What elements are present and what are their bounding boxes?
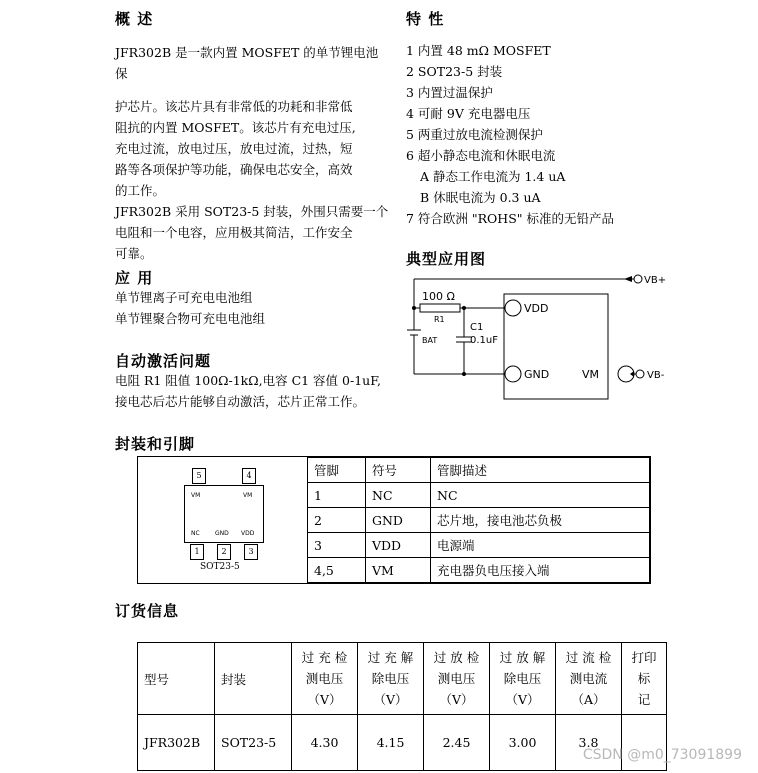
feature-item: A 静态工作电流为 1.4 uA — [420, 169, 566, 184]
pin-cell: VM — [366, 558, 431, 583]
chip-pin-2: 2 — [217, 544, 231, 560]
pin-cell: NC — [366, 483, 431, 508]
application-title: 应 用 — [115, 269, 154, 287]
table-row — [308, 533, 650, 558]
order-header-row — [138, 643, 667, 715]
table-row — [308, 483, 650, 508]
overview-line: 护芯片。该芯片具有非常低的功耗和非常低 — [115, 99, 353, 114]
auto-activate-title: 自动激活问题 — [115, 352, 212, 370]
feature-item: 1 内置 48 mΩ MOSFET — [406, 43, 551, 58]
overview-line: JFR302B 采用 SOT23-5 封装，外围只需要一个 — [115, 204, 389, 219]
overview-line: 路等各项保护等功能，确保电芯安全，高效 — [115, 162, 353, 177]
order-cell: 4.15 — [358, 715, 424, 771]
order-cell: 3.00 — [490, 715, 556, 771]
auto-activate-line: 电阻 R1 阻值 100Ω-1kΩ,电容 C1 容值 0-1uF, — [115, 373, 381, 388]
order-cell: 3.8 — [556, 715, 622, 771]
application-line: 单节锂聚合物可充电电池组 — [115, 311, 266, 326]
overview-line: 可靠。 — [115, 246, 153, 261]
bat-label: BAT — [422, 336, 438, 345]
gnd-pin-label: GND — [524, 368, 550, 381]
chip-name: SOT23-5 — [200, 562, 240, 572]
order-header-model: 型号 — [138, 643, 215, 715]
overview-line: 充电过流，放电过压，放电过流，过热，短 — [115, 141, 353, 156]
feature-item: 7 符合欧洲 "ROHS" 标准的无铅产品 — [406, 211, 614, 226]
pin-table — [307, 457, 650, 583]
application-text — [115, 287, 265, 329]
r-value-label: 100 Ω — [422, 290, 455, 303]
order-title: 订货信息 — [115, 602, 180, 620]
chip-vdd: VDD — [241, 530, 255, 537]
overview-line: 的工作。 — [115, 183, 166, 198]
pin-header-cell: 符号 — [366, 458, 431, 483]
chip-vm-right: VM — [243, 492, 253, 499]
pin-table-header — [308, 458, 650, 483]
chip-pin-4: 4 — [242, 468, 256, 484]
overview-line: 电阻和一个电容，应用极其简洁，工作安全 — [115, 225, 353, 240]
features-list — [406, 40, 736, 229]
pin-cell: 充电器负电压接入端 — [431, 558, 650, 583]
pin-cell: 电源端 — [431, 533, 650, 558]
chip-gnd: GND — [215, 530, 229, 537]
chip-pin-1: 1 — [190, 544, 204, 560]
table-row — [308, 508, 650, 533]
order-header-marking: 打印标 记 — [622, 643, 667, 715]
chip-drawing — [184, 465, 266, 573]
chip-vm-left: VM — [191, 492, 201, 499]
pin-header-cell: 管脚描述 — [431, 458, 650, 483]
feature-item: 6 超小静态电流和休眠电流 — [406, 148, 556, 163]
r-name-label: R1 — [434, 315, 445, 324]
package-title: 封装和引脚 — [115, 435, 196, 453]
chip-body — [184, 485, 264, 543]
watermark: CSDN @m0_73091899 — [582, 747, 742, 763]
pin-cell: VDD — [366, 533, 431, 558]
pin-cell: NC — [431, 483, 650, 508]
chip-pin-5: 5 — [192, 468, 206, 484]
order-cell: SOT23-5 — [215, 715, 292, 771]
overview-title: 概 述 — [115, 10, 154, 28]
pin-cell: 1 — [308, 483, 366, 508]
typical-app-circuit — [400, 266, 700, 406]
feature-item: 5 两重过放电流检测保护 — [406, 127, 543, 142]
pin-cell: 4,5 — [308, 558, 366, 583]
pin-cell: 2 — [308, 508, 366, 533]
feature-item: 2 SOT23-5 封装 — [406, 64, 503, 79]
table-row — [308, 558, 650, 583]
order-header-oc-detect: 过 流 检 测电流 （A） — [556, 643, 622, 715]
auto-activate-line: 接电芯后芯片能够自动激活，芯片正常工作。 — [115, 394, 366, 409]
features-title: 特 性 — [406, 10, 445, 28]
pin-cell: GND — [366, 508, 431, 533]
chip-pin-3: 3 — [244, 544, 258, 560]
feature-item: 4 可耐 9V 充电器电压 — [406, 106, 531, 121]
overview-text — [115, 42, 390, 264]
order-cell: 4.30 — [292, 715, 358, 771]
vm-pin-label: VM — [582, 368, 600, 381]
pin-cell: 芯片地，接电池芯负极 — [431, 508, 650, 533]
order-header-od-release: 过 放 解 除电压 （V） — [490, 643, 556, 715]
feature-item: 3 内置过温保护 — [406, 85, 493, 100]
chip-nc: NC — [191, 530, 200, 537]
vb-minus-label: VB- — [647, 370, 665, 381]
vdd-pin-label: VDD — [524, 302, 549, 315]
typical-app-title: 典型应用图 — [406, 250, 487, 268]
c-name-label: C1 — [470, 322, 484, 333]
auto-activate-text — [115, 370, 381, 412]
order-header-package: 封装 — [215, 643, 292, 715]
order-cell: JFR302B — [138, 715, 215, 771]
order-cell: 2.45 — [424, 715, 490, 771]
order-header-ov-charge: 过 充 检 测电压 （V） — [292, 643, 358, 715]
overview-line: JFR302B 是一款内置 MOSFET 的单节锂电池保 — [115, 45, 379, 81]
pin-header-cell: 管脚 — [308, 458, 366, 483]
order-header-ov-release: 过 充 解 除电压 （V） — [358, 643, 424, 715]
overview-line: 阻抗的内置 MOSFET。该芯片有充电过压, — [115, 120, 356, 135]
c-value-label: 0.1uF — [470, 335, 498, 346]
vb-plus-label: VB+ — [644, 275, 667, 286]
application-line: 单节锂离子可充电电池组 — [115, 290, 253, 305]
pin-cell: 3 — [308, 533, 366, 558]
order-header-od-detect: 过 放 检 测电压 （V） — [424, 643, 490, 715]
package-section — [137, 456, 651, 584]
feature-item: B 休眠电流为 0.3 uA — [420, 190, 541, 205]
